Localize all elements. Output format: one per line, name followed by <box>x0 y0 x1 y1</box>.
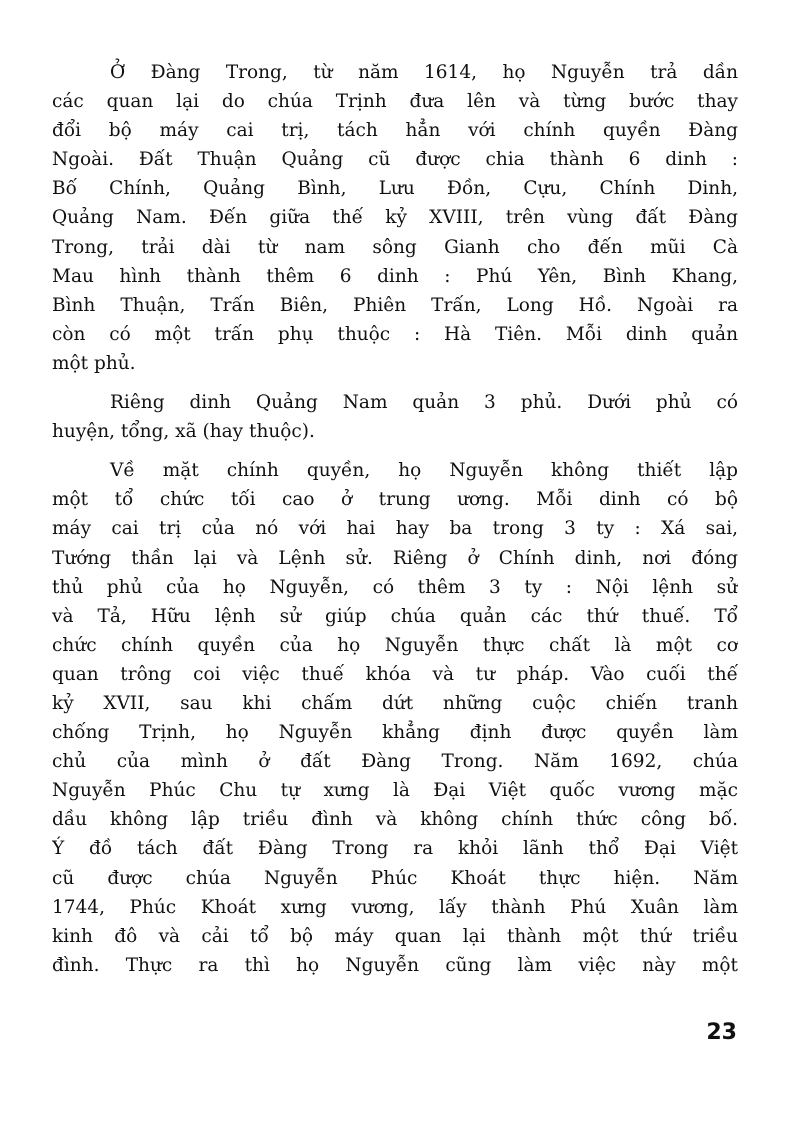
text-line: chức chính quyền của họ Nguyễn thực chất là một cơ <box>52 634 738 656</box>
text-line: Bình Thuận, Trấn Biên, Phiên Trấn, Long Hồ. Ngoài ra <box>52 294 738 316</box>
text-line: Tướng thần lại và Lệnh sử. Riêng ở Chính dinh, nơi đóng <box>52 547 738 569</box>
text-line: Riêng dinh Quảng Nam quản 3 phủ. Dưới phủ có <box>110 392 738 414</box>
text-line: Ý đồ tách đất Đàng Trong ra khỏi lãnh thổ Đại Việt <box>52 838 738 860</box>
text-line: Trong, trải dài từ nam sông Gianh cho đến mũi Cà <box>52 236 738 258</box>
paragraph-1 <box>52 58 738 378</box>
text-line: đổi bộ máy cai trị, tách hẳn với chính quyền Đàng <box>52 120 738 142</box>
text-line: dầu không lập triều đình và không chính thức công bố. <box>52 809 738 831</box>
paragraph-3 <box>52 456 738 980</box>
text-line: Nguyễn Phúc Chu tự xưng là Đại Việt quốc vương mặc <box>52 780 738 802</box>
text-line: Bố Chính, Quảng Bình, Lưu Đồn, Cựu, Chính Dinh, <box>52 178 738 200</box>
text-line: máy cai trị của nó với hai hay ba trong 3 ty : Xá sai, <box>52 518 738 540</box>
text-line: chống Trịnh, họ Nguyễn khẳng định được quyền làm <box>52 722 738 744</box>
text-line: kinh đô và cải tổ bộ máy quan lại thành một thứ triều <box>52 925 738 947</box>
page-number: 23 <box>706 1020 737 1045</box>
text-line: còn có một trấn phụ thuộc : Hà Tiên. Mỗi dinh quản <box>52 323 738 345</box>
text-line: Ngoài. Đất Thuận Quảng cũ được chia thành 6 dinh : <box>52 149 738 171</box>
text-line: một tổ chức tối cao ở trung ương. Mỗi dinh có bộ <box>52 489 738 511</box>
text-line: các quan lại do chúa Trịnh đưa lên và từng bước thay <box>52 91 738 113</box>
text-line: huyện, tổng, xã (hay thuộc). <box>52 421 315 443</box>
text-line: Mau hình thành thêm 6 dinh : Phú Yên, Bình Khang, <box>52 265 738 287</box>
body-text <box>52 58 738 980</box>
text-line: Ở Đàng Trong, từ năm 1614, họ Nguyễn trả dần <box>110 62 738 83</box>
text-line: thủ phủ của họ Nguyễn, có thêm 3 ty : Nội lệnh sử <box>52 576 738 598</box>
text-line: và Tả, Hữu lệnh sử giúp chúa quản các thứ thuế. Tổ <box>52 605 738 627</box>
text-line: quan trông coi việc thuế khóa và tư pháp. Vào cuối thế <box>52 663 738 685</box>
text-line: kỷ XVII, sau khi chấm dứt những cuộc chiến tranh <box>52 692 738 714</box>
text-line: cũ được chúa Nguyễn Phúc Khoát thực hiện. Năm <box>52 867 738 889</box>
text-line: Quảng Nam. Đến giữa thế kỷ XVIII, trên vùng đất Đàng <box>52 207 738 229</box>
text-line: 1744, Phúc Khoát xưng vương, lấy thành Phú Xuân làm <box>52 896 738 918</box>
paragraph-2 <box>52 388 738 446</box>
text-line: đình. Thực ra thì họ Nguyễn cũng làm việc này một <box>52 954 738 976</box>
text-line: một phủ. <box>52 352 136 374</box>
text-line: chủ của mình ở đất Đàng Trong. Năm 1692, chúa <box>52 751 738 773</box>
text-line: Về mặt chính quyền, họ Nguyễn không thiết lập <box>110 460 738 482</box>
